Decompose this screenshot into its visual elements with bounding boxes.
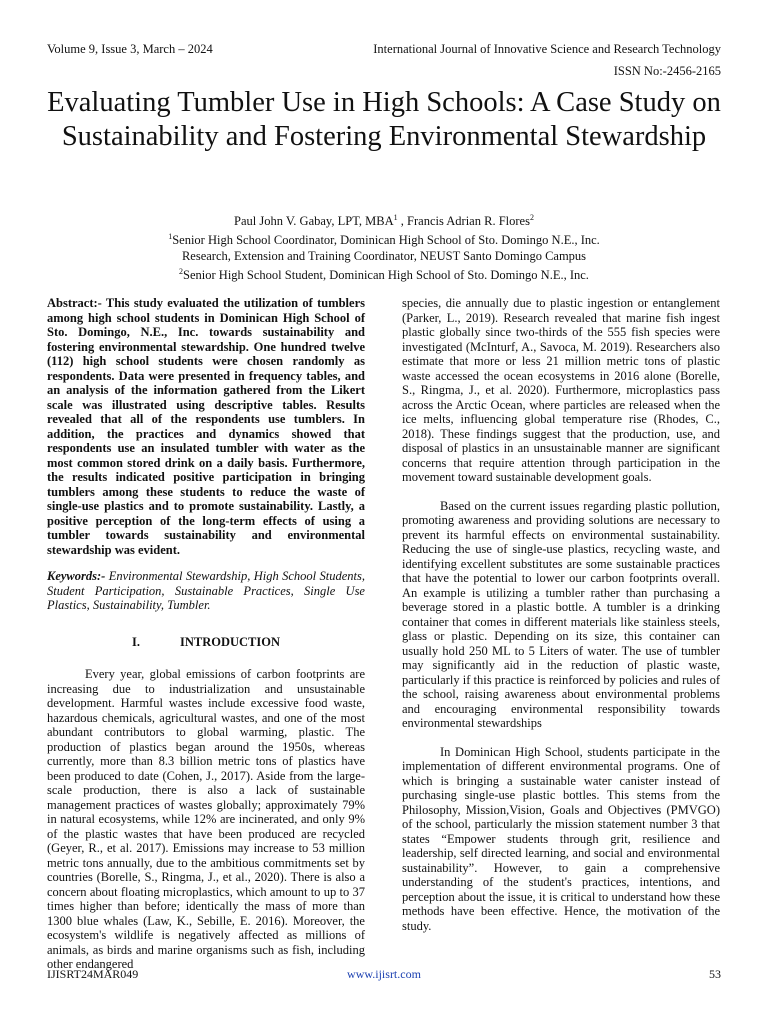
header-journal: International Journal of Innovative Science and Research Technology <box>373 42 721 56</box>
footer-url-link[interactable]: www.ijisrt.com <box>347 967 421 981</box>
affiliation-2-text: Senior High School Student, Dominican High School of Sto. Domingo N.E., Inc. <box>183 268 589 283</box>
author-line <box>60 210 708 229</box>
section-number: I. <box>131 634 140 649</box>
left-column <box>47 296 365 972</box>
intro-paragraph-2: species, die annually due to plastic ingestion or entanglement (Parker, L., 2019). Research revealed that marine fish ingest plastic globally since two-thirds of the 555 fish species were investigated (McInturf, A., Savoca, M. 2019). Researchers also estimate that more or less 21 million metric tons of plastic waste accessed the ocean ecosystems in 2016 alone (Borelle, S., Ringma, J., et al. 2020). Furthermore, microplastics pass across the Arctic Ocean, where particles are released when the ice melts, influencing global temperature rise (Rhodes, C., 2018). These findings suggest that the production, use, and disposal of plastics in an unsustainable manner are significant concerns that require attention through participation in the movement toward sustainable development goals. <box>402 296 720 484</box>
affiliation-2 <box>60 264 708 283</box>
section-heading-introduction <box>47 635 365 650</box>
header-volume: Volume 9, Issue 3, March – 2024 <box>47 42 213 56</box>
section-title: INTRODUCTION <box>179 634 280 649</box>
author-2: , Francis Adrian R. Flores <box>397 214 530 229</box>
affiliation-1-sup: 1 <box>168 232 173 242</box>
intro-paragraph-4: In Dominican High School, students participate in the implementation of different environmental programs. One of which is bringing a sustainable water canister instead of purchasing single-use plastic bottles. This stems from the Philosophy, Mission,Vision, Goals and Objectives (PMVGO) of the school, particularly the mission statement number 3 that states “Empower students through grit, resilience and leadership, self directed learning, and social and environmental sustainability”. However, to gain a comprehensive understanding of the student's practices, intentions, and perception about the issue, it is critical to understand how these methods have been effective. Hence, the motivation of the study. <box>402 744 720 933</box>
intro-paragraph-1: Every year, global emissions of carbon footprints are increasing due to industrialization and unsustainable development. Harmful wastes include excessive food waste, hazardous chemicals, agricultural wastes, and one of the most abundant contributors to global warming, plastic. The production of plastics began around the 1950s, whereas currently, more than 8.3 billion metric tons of plastics have been produced to date (Cohen, J., 2017). Aside from the large-scale production, there is also a lack of sustainable management practices of wastes globally; approximately 79% in natural ecosystems, while 12% are incinerated, and only 9% of the plastic wastes that have been produced are recycled (Geyer, R., et al. 2017). Emissions may increase to 53 million metric tons annually, due to the ambitious commitments set by countries (Borelle, S., Ringma, J., et al., 2020). There is also a concern about floating microplastics, which amount to up to 37 times higher than before; identically the mass of more than 1300 blue whales (Law, K., Sebille, E. 2016). Moreover, the ecosystem's wildlife is negatively affected as millions of animals, as birds and marine organisms such as fish, including other endangered <box>47 667 365 971</box>
keywords-text: Environmental Stewardship, High School Students, Student Participation, Sustainable Practices, Single Use Plastics, Sustainability, Tumbler. <box>47 569 365 612</box>
footer-page-number: 53 <box>709 967 721 981</box>
right-column <box>402 296 720 933</box>
affiliation-1b: Research, Extension and Training Coordinator, NEUST Santo Domingo Campus <box>181 249 587 264</box>
keywords-label: Keywords:- <box>47 569 106 583</box>
footer-article-code: IJISRT24MAR049 <box>47 967 139 981</box>
keywords <box>47 569 365 613</box>
paper-title: Evaluating Tumbler Use in High Schools: A Case Study on Sustainability and Fostering Environmental Stewardship <box>47 87 721 152</box>
header-issn: ISSN No:-2456-2165 <box>613 64 721 78</box>
affiliation-1-text: Senior High School Coordinator, Dominican High School of Sto. Domingo N.E., Inc. <box>172 233 600 248</box>
intro-paragraph-3: Based on the current issues regarding plastic pollution, promoting awareness and providing solutions are necessary to prevent its harmful effects on environmental sustainability. Reducing the use of single-use plastics, recycling waste, and identifying excellent substitutes are some sustainable practices that have the potential to lower our carbon footprints overall. An example is utilizing a tumbler rather than purchasing a beverage stored in a plastic bottle. A tumbler is a drinking container that comes in different materials like stainless steels, glass or plastic. Depending on its size, this container can usually hold 250 ML to 5 Liters of water. The use of tumbler may significantly aid in the reduction of plastic waste, particularly if this practice is reinforced by policies and rules of the school, raising awareness about environmental problems and encouraging environmental responsibility towards environmental stewardships <box>402 498 720 730</box>
author-1-sup: 1 <box>393 213 398 222</box>
affiliation-2-sup: 2 <box>179 267 184 277</box>
author-block <box>60 210 708 283</box>
author-2-sup: 2 <box>529 213 534 222</box>
abstract: Abstract:- This study evaluated the utilization of tumblers among high school students in Dominican High School of Sto. Domingo, N.E., Inc. towards sustainability and fostering environmental stewardship. One hundred twelve (112) high school students were chosen randomly as respondents. Data were presented in frequency tables, and an analysis of the information gathered from the Likert scale was illustrated using descriptive tables. Results revealed that all of the respondents use tumblers. In addition, the practices and dynamics showed that respondents use an insulated tumbler with water as the most common stored drink on a daily basis. Furthermore, the results indicated positive participation in bringing tumblers among these students to reduce the waste of single-use plastics and to promote sustainability. Lastly, a positive perception of the long-term effects of using a tumbler towards sustainability and environmental stewardship was evident. <box>47 296 365 557</box>
affiliation-1 <box>60 229 708 248</box>
author-1: Paul John V. Gabay, LPT, MBA <box>234 214 394 229</box>
